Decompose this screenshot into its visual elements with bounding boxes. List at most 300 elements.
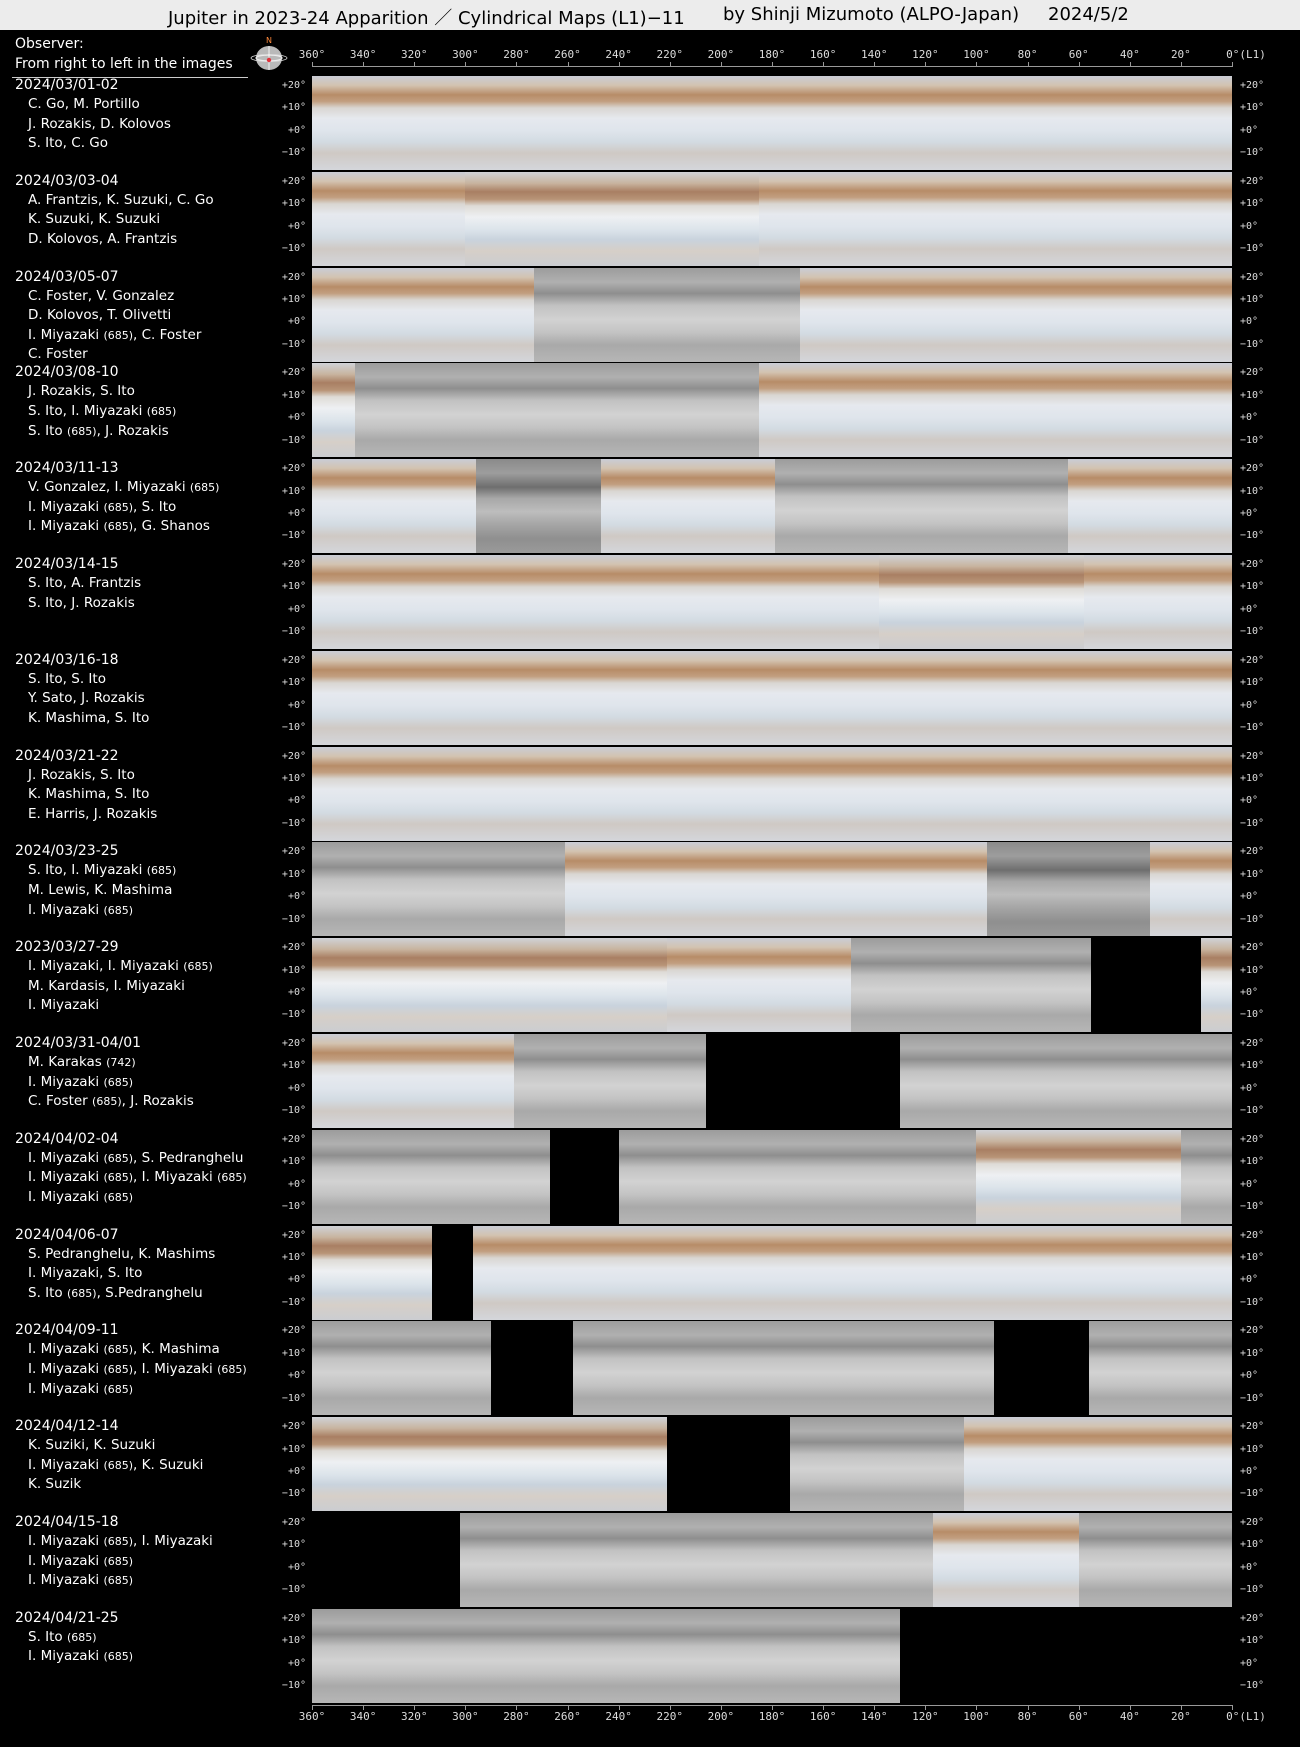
latitude-scale-left <box>262 172 306 268</box>
map-image-segment <box>1089 1321 1232 1415</box>
latitude-scale-right <box>1240 1513 1284 1609</box>
observer-line: I. Miyazaki (685), I. Miyazaki (685) <box>28 1360 247 1377</box>
observer-list <box>28 478 219 537</box>
latitude-label: +20° <box>1240 1038 1265 1049</box>
latitude-label: +20° <box>1240 846 1265 858</box>
row-date: 2024/04/15-18 <box>15 1514 119 1530</box>
longitude-tick-label: 320° <box>400 48 428 61</box>
map-image-segment <box>565 842 987 936</box>
cylindrical-map-strip <box>312 1226 1232 1322</box>
latitude-label: −10° <box>1240 338 1265 350</box>
observer-line: S. Ito, I. Miyazaki (685) <box>28 862 177 879</box>
longitude-tick-label: 80° <box>1017 48 1038 61</box>
cylindrical-map-strip <box>312 1130 1232 1226</box>
observer-list <box>28 95 171 154</box>
latitude-scale-right <box>1240 76 1284 172</box>
latitude-label: +10° <box>1240 198 1265 210</box>
longitude-tick-label: 100° <box>963 48 990 61</box>
observer-line: S. Ito, S. Ito <box>28 670 106 687</box>
latitude-scale-right <box>1240 1609 1284 1705</box>
map-image-segment <box>964 1417 1232 1511</box>
latitude-label: +0° <box>287 412 306 424</box>
latitude-scale-right <box>1240 172 1284 268</box>
latitude-label: −10° <box>281 147 306 159</box>
latitude-label: +20° <box>1240 750 1265 762</box>
latitude-label: +0° <box>1240 1274 1259 1286</box>
latitude-label: +20° <box>281 271 306 283</box>
latitude-label: +20° <box>1240 654 1265 666</box>
cylindrical-map-strip <box>312 268 1232 364</box>
map-image-segment <box>534 268 800 362</box>
map-image-segment <box>312 1321 491 1415</box>
observer-line: I. Miyazaki (685) <box>28 1572 134 1589</box>
map-image-segment <box>800 268 1232 362</box>
observer-line: S. Ito (685), J. Rozakis <box>28 422 169 439</box>
longitude-tick-label: 60° <box>1068 1710 1089 1723</box>
latitude-label: +10° <box>1240 1060 1265 1072</box>
map-row <box>0 268 1300 364</box>
map-image-segment <box>355 363 759 457</box>
cylindrical-map-strip <box>312 651 1232 747</box>
longitude-axis-bottom <box>298 1703 1266 1723</box>
map-image-segment <box>312 938 667 1032</box>
latitude-label: +20° <box>281 1517 306 1528</box>
longitude-tick-label: 40° <box>1119 1710 1140 1723</box>
map-image-segment <box>312 76 1232 170</box>
author-credit: by Shinji Mizumoto (ALPO-Japan) <box>723 4 1020 25</box>
latitude-label: +0° <box>287 603 306 615</box>
latitude-label: +0° <box>1240 1657 1259 1669</box>
latitude-scale-left <box>262 555 306 651</box>
latitude-scale-left <box>262 747 306 843</box>
latitude-scale-left <box>262 1513 306 1609</box>
latitude-label: +10° <box>281 1443 306 1455</box>
latitude-label: +10° <box>1240 1539 1265 1551</box>
row-date: 2024/04/12-14 <box>15 1418 119 1435</box>
map-image-segment <box>1084 555 1232 649</box>
latitude-label: −10° <box>281 1009 306 1021</box>
row-date: 2024/04/06-07 <box>15 1226 119 1243</box>
map-gap <box>432 1226 473 1320</box>
observer-line: I. Miyazaki (685) <box>28 1552 134 1569</box>
observer-line: I. Miyazaki <box>28 997 100 1014</box>
latitude-label: +20° <box>1240 559 1265 570</box>
row-date: 2024/03/03-04 <box>15 172 119 189</box>
observer-line: S. Pedranghelu, K. Mashims <box>28 1245 216 1262</box>
row-date: 2024/04/02-04 <box>15 1130 119 1147</box>
latitude-label: −10° <box>281 721 306 733</box>
map-image-segment <box>851 938 1091 1032</box>
longitude-tick-label: 320° <box>400 1710 428 1723</box>
observer-list <box>28 1245 215 1304</box>
latitude-label: +10° <box>1240 389 1265 401</box>
latitude-scale-left <box>262 1417 306 1513</box>
latitude-label: +20° <box>281 1038 306 1049</box>
latitude-label: +20° <box>281 942 306 954</box>
latitude-label: +0° <box>287 220 306 232</box>
latitude-scale-left <box>262 1609 306 1705</box>
latitude-label: +0° <box>1240 1082 1259 1094</box>
longitude-tick-label: 120° <box>912 48 939 61</box>
observer-list <box>28 1053 194 1112</box>
latitude-scale-right <box>1240 363 1284 459</box>
latitude-label: +20° <box>1240 1325 1265 1337</box>
latitude-label: +0° <box>287 1274 306 1286</box>
map-image-segment <box>790 1417 964 1511</box>
map-row <box>0 459 1300 555</box>
observer-line: C. Foster <box>28 346 88 363</box>
latitude-label: +10° <box>1240 1251 1265 1263</box>
latitude-scale-right <box>1240 842 1284 938</box>
latitude-label: +0° <box>287 1465 306 1477</box>
latitude-label: +20° <box>281 367 306 379</box>
longitude-tick <box>619 62 620 67</box>
latitude-label: +10° <box>1240 293 1265 305</box>
latitude-label: +0° <box>1240 891 1259 903</box>
observer-line: S. Ito, I. Miyazaki (685) <box>28 402 177 419</box>
observer-list <box>28 287 201 365</box>
row-date: 2024/04/09-11 <box>15 1322 119 1339</box>
observer-list <box>28 861 176 920</box>
map-image-segment <box>1079 1513 1232 1607</box>
map-row <box>0 1609 1300 1705</box>
latitude-scale-left <box>262 268 306 364</box>
map-image-segment <box>473 1226 1232 1320</box>
cylindrical-map-strip <box>312 842 1232 938</box>
latitude-label: −10° <box>1240 1392 1265 1404</box>
cylindrical-map-strip <box>312 1513 1232 1609</box>
cylindrical-map-strip <box>312 172 1232 268</box>
latitude-label: +0° <box>1240 1465 1259 1477</box>
observer-list <box>28 1149 247 1208</box>
map-image-segment <box>476 459 601 553</box>
north-label: N <box>266 36 272 45</box>
latitude-label: −10° <box>1240 1200 1265 1212</box>
observer-order-note: From right to left in the images <box>15 56 233 72</box>
map-row <box>0 1130 1300 1226</box>
longitude-tick-label: 240° <box>605 48 632 61</box>
longitude-tick-label: 120° <box>912 1710 939 1723</box>
latitude-label: +20° <box>281 80 306 91</box>
jupiter-globe-icon <box>250 36 288 74</box>
latitude-label: −10° <box>1240 1296 1265 1308</box>
latitude-label: +20° <box>1240 80 1265 91</box>
latitude-label: +0° <box>287 795 306 807</box>
observer-line: S. Ito, A. Frantzis <box>28 575 142 591</box>
observer-list <box>28 382 176 441</box>
map-image-segment <box>312 747 1232 841</box>
map-gap <box>994 1321 1089 1415</box>
map-image-segment <box>1181 1130 1232 1224</box>
observer-line: I. Miyazaki (685), K. Suzuki <box>28 1456 204 1473</box>
longitude-tick-label: 160° <box>809 1710 837 1723</box>
latitude-label: +0° <box>287 124 306 136</box>
latitude-label: +0° <box>1240 603 1259 615</box>
map-row <box>0 842 1300 938</box>
map-row <box>0 747 1300 843</box>
map-row <box>0 555 1300 651</box>
longitude-tick <box>976 62 977 67</box>
cylindrical-map-strip <box>312 1417 1232 1513</box>
latitude-label: −10° <box>1240 1105 1265 1117</box>
observer-line: I. Miyazaki (685), C. Foster <box>28 326 202 343</box>
map-gap <box>900 1609 1232 1703</box>
observer-list <box>28 1532 213 1591</box>
observer-line: S. Ito, C. Go <box>28 135 108 152</box>
map-gap <box>491 1321 573 1415</box>
latitude-label: +10° <box>281 293 306 305</box>
latitude-label: −10° <box>1240 721 1265 733</box>
latitude-label: +20° <box>281 1421 306 1433</box>
latitude-label: +0° <box>1240 316 1259 328</box>
longitude-tick-label: 200° <box>707 48 735 61</box>
latitude-label: +10° <box>1240 964 1265 976</box>
latitude-label: +20° <box>1240 1133 1265 1145</box>
observer-line: I. Miyazaki (685) <box>28 1380 134 1397</box>
latitude-label: +0° <box>287 1561 306 1573</box>
longitude-tick <box>1232 62 1233 67</box>
latitude-label: +0° <box>287 316 306 328</box>
cylindrical-map-strip <box>312 1034 1232 1130</box>
latitude-label: +20° <box>281 750 306 762</box>
longitude-tick-label: 220° <box>656 1710 684 1723</box>
observer-list <box>28 574 141 613</box>
latitude-label: +10° <box>281 964 306 976</box>
map-image-segment <box>759 172 1232 266</box>
longitude-tick-label: 220° <box>656 48 684 61</box>
observer-line: V. Gonzalez, I. Miyazaki (685) <box>28 479 220 496</box>
map-image-segment <box>1201 938 1232 1032</box>
latitude-label: +10° <box>1240 581 1265 593</box>
longitude-tick <box>312 62 313 67</box>
latitude-label: +0° <box>1240 699 1259 711</box>
latitude-label: +10° <box>1240 1443 1265 1455</box>
longitude-axis-top <box>298 48 1266 70</box>
map-image-segment <box>465 172 759 266</box>
longitude-tick-label: 20° <box>1170 48 1191 61</box>
longitude-tick-label: 360° <box>298 48 326 61</box>
map-image-segment <box>312 268 534 362</box>
map-image-segment <box>987 842 1151 936</box>
longitude-tick <box>363 62 364 67</box>
map-image-segment <box>573 1321 995 1415</box>
latitude-label: −10° <box>281 1296 306 1308</box>
latitude-label: +10° <box>1240 1156 1265 1168</box>
latitude-label: −10° <box>1240 242 1265 254</box>
observer-list <box>28 766 157 825</box>
cylindrical-map-strip <box>312 459 1232 555</box>
longitude-tick-label: 300° <box>452 1710 479 1723</box>
latitude-label: −10° <box>281 1679 306 1691</box>
latitude-label: +0° <box>287 891 306 903</box>
latitude-scale-right <box>1240 555 1284 651</box>
latitude-scale-left <box>262 1130 306 1226</box>
row-date: 2024/03/14-15 <box>15 556 119 572</box>
row-date: 2023/03/27-29 <box>15 939 119 956</box>
observer-line: S. Ito (685), S.Pedranghelu <box>28 1284 203 1301</box>
latitude-label: +0° <box>287 699 306 711</box>
latitude-label: +10° <box>281 485 306 497</box>
map-image-segment <box>312 459 476 553</box>
observer-line: I. Miyazaki (685), S. Pedranghelu <box>28 1149 244 1166</box>
observer-line: J. Rozakis, D. Kolovos <box>28 115 171 132</box>
latitude-label: +20° <box>281 1133 306 1145</box>
map-image-segment <box>312 555 879 649</box>
observer-line: I. Miyazaki, I. Miyazaki (685) <box>28 958 213 975</box>
latitude-scale-left <box>262 459 306 555</box>
latitude-label: +20° <box>1240 1612 1265 1624</box>
observer-line: J. Rozakis, S. Ito <box>28 766 135 783</box>
map-image-segment <box>1150 842 1232 936</box>
row-date: 2024/03/01-02 <box>15 77 119 93</box>
latitude-scale-right <box>1240 459 1284 555</box>
observer-line: C. Go, M. Portillo <box>28 96 140 112</box>
longitude-tick <box>1181 62 1182 67</box>
latitude-label: +0° <box>1240 1561 1259 1573</box>
map-image-segment <box>312 172 465 266</box>
longitude-tick-label: 60° <box>1068 48 1089 61</box>
latitude-label: +20° <box>1240 367 1265 379</box>
row-date: 2024/03/23-25 <box>15 843 119 860</box>
latitude-label: +10° <box>281 1347 306 1359</box>
map-row <box>0 363 1300 459</box>
latitude-scale-right <box>1240 1034 1284 1130</box>
map-image-segment <box>312 1417 667 1511</box>
observer-line: K. Suziki, K. Suzuki <box>28 1437 156 1454</box>
latitude-label: +10° <box>1240 772 1265 784</box>
latitude-label: −10° <box>1240 1584 1265 1596</box>
map-image-segment <box>879 555 1083 649</box>
latitude-label: +20° <box>1240 271 1265 283</box>
latitude-label: −10° <box>281 434 306 446</box>
longitude-tick-label: 20° <box>1170 1710 1191 1723</box>
map-row <box>0 76 1300 172</box>
map-image-segment <box>312 1034 514 1128</box>
longitude-tick-label: 80° <box>1017 1710 1038 1723</box>
longitude-tick <box>465 62 466 67</box>
map-image-segment <box>514 1034 706 1128</box>
latitude-label: +20° <box>1240 1229 1265 1241</box>
observer-list <box>28 670 149 729</box>
map-image-segment <box>460 1513 933 1607</box>
map-image-segment <box>312 363 355 457</box>
map-image-segment <box>312 651 1232 745</box>
observer-line: S. Ito (685) <box>28 1628 97 1645</box>
longitude-tick-label: 180° <box>758 48 786 61</box>
longitude-tick-label: 260° <box>554 1710 581 1723</box>
latitude-label: +10° <box>1240 485 1265 497</box>
latitude-label: +0° <box>1240 412 1259 424</box>
latitude-label: +10° <box>281 1060 306 1072</box>
latitude-label: +0° <box>1240 1370 1259 1382</box>
cylindrical-map-strip <box>312 938 1232 1034</box>
observer-list <box>28 1340 247 1399</box>
latitude-scale-right <box>1240 1321 1284 1417</box>
latitude-label: −10° <box>281 913 306 925</box>
latitude-label: +0° <box>1240 986 1259 998</box>
longitude-tick <box>772 62 773 67</box>
latitude-label: −10° <box>281 1584 306 1596</box>
latitude-label: −10° <box>1240 147 1265 159</box>
observer-line: C. Foster (685), J. Rozakis <box>28 1093 194 1110</box>
longitude-tick-label: 160° <box>809 48 837 61</box>
latitude-label: −10° <box>281 242 306 254</box>
latitude-label: +20° <box>281 175 306 187</box>
latitude-label: −10° <box>1240 913 1265 925</box>
observer-line: I. Miyazaki (685), S. Ito <box>28 498 177 515</box>
latitude-label: +20° <box>1240 463 1265 475</box>
map-image-segment <box>775 459 1069 553</box>
observer-line: A. Frantzis, K. Suzuki, C. Go <box>28 191 214 208</box>
map-row <box>0 1513 1300 1609</box>
map-gap <box>1091 938 1201 1032</box>
latitude-label: +0° <box>287 986 306 998</box>
latitude-label: +0° <box>1240 507 1259 519</box>
latitude-label: −10° <box>281 1105 306 1117</box>
latitude-label: +0° <box>1240 220 1259 232</box>
latitude-label: +20° <box>281 654 306 666</box>
latitude-label: +10° <box>1240 1635 1265 1647</box>
row-date: 2024/03/05-07 <box>15 268 119 285</box>
latitude-label: −10° <box>281 338 306 350</box>
longitude-tick-label: 100° <box>963 1710 990 1723</box>
observer-list <box>28 1628 133 1667</box>
latitude-scale-right <box>1240 1130 1284 1226</box>
observer-line: C. Foster, V. Gonzalez <box>28 287 175 304</box>
map-gap <box>312 1513 460 1607</box>
latitude-label: +20° <box>1240 942 1265 954</box>
observer-line: I. Miyazaki (685) <box>28 901 134 918</box>
latitude-scale-left <box>262 938 306 1034</box>
cylindrical-map-strip <box>312 76 1232 172</box>
observer-line: J. Rozakis, S. Ito <box>28 383 135 400</box>
longitude-tick-label: 40° <box>1119 48 1140 61</box>
map-gap <box>667 1417 790 1511</box>
latitude-label: −10° <box>1240 434 1265 446</box>
longitude-tick <box>823 62 824 67</box>
latitude-scale-right <box>1240 938 1284 1034</box>
map-row <box>0 1321 1300 1417</box>
latitude-scale-left <box>262 1226 306 1322</box>
map-row <box>0 1417 1300 1513</box>
map-row <box>0 651 1300 747</box>
observer-line: I. Miyazaki (685) <box>28 1073 134 1090</box>
longitude-tick <box>1130 62 1131 67</box>
latitude-label: +10° <box>281 1539 306 1551</box>
longitude-tick-label: 280° <box>503 48 530 61</box>
longitude-tick-label: 260° <box>554 48 581 61</box>
observer-line: K. Mashima, S. Ito <box>28 709 150 726</box>
longitude-tick <box>516 62 517 67</box>
row-date: 2024/03/31-04/01 <box>15 1035 142 1051</box>
longitude-tick-label: 240° <box>605 1710 632 1723</box>
observer-line: Y. Sato, J. Rozakis <box>28 690 145 707</box>
row-date: 2024/03/16-18 <box>15 651 119 668</box>
longitude-tick <box>874 62 875 67</box>
map-image-segment <box>619 1130 977 1224</box>
map-gap <box>550 1130 619 1224</box>
latitude-scale-left <box>262 1034 306 1130</box>
latitude-label: −10° <box>281 1392 306 1404</box>
observer-line: I. Miyazaki (685), I. Miyazaki <box>28 1533 213 1549</box>
row-date: 2024/03/08-10 <box>15 364 119 381</box>
latitude-label: +0° <box>287 1178 306 1190</box>
map-row <box>0 1226 1300 1322</box>
latitude-label: +10° <box>281 389 306 401</box>
latitude-label: +0° <box>1240 124 1259 136</box>
latitude-label: +10° <box>281 772 306 784</box>
latitude-label: +20° <box>281 463 306 475</box>
